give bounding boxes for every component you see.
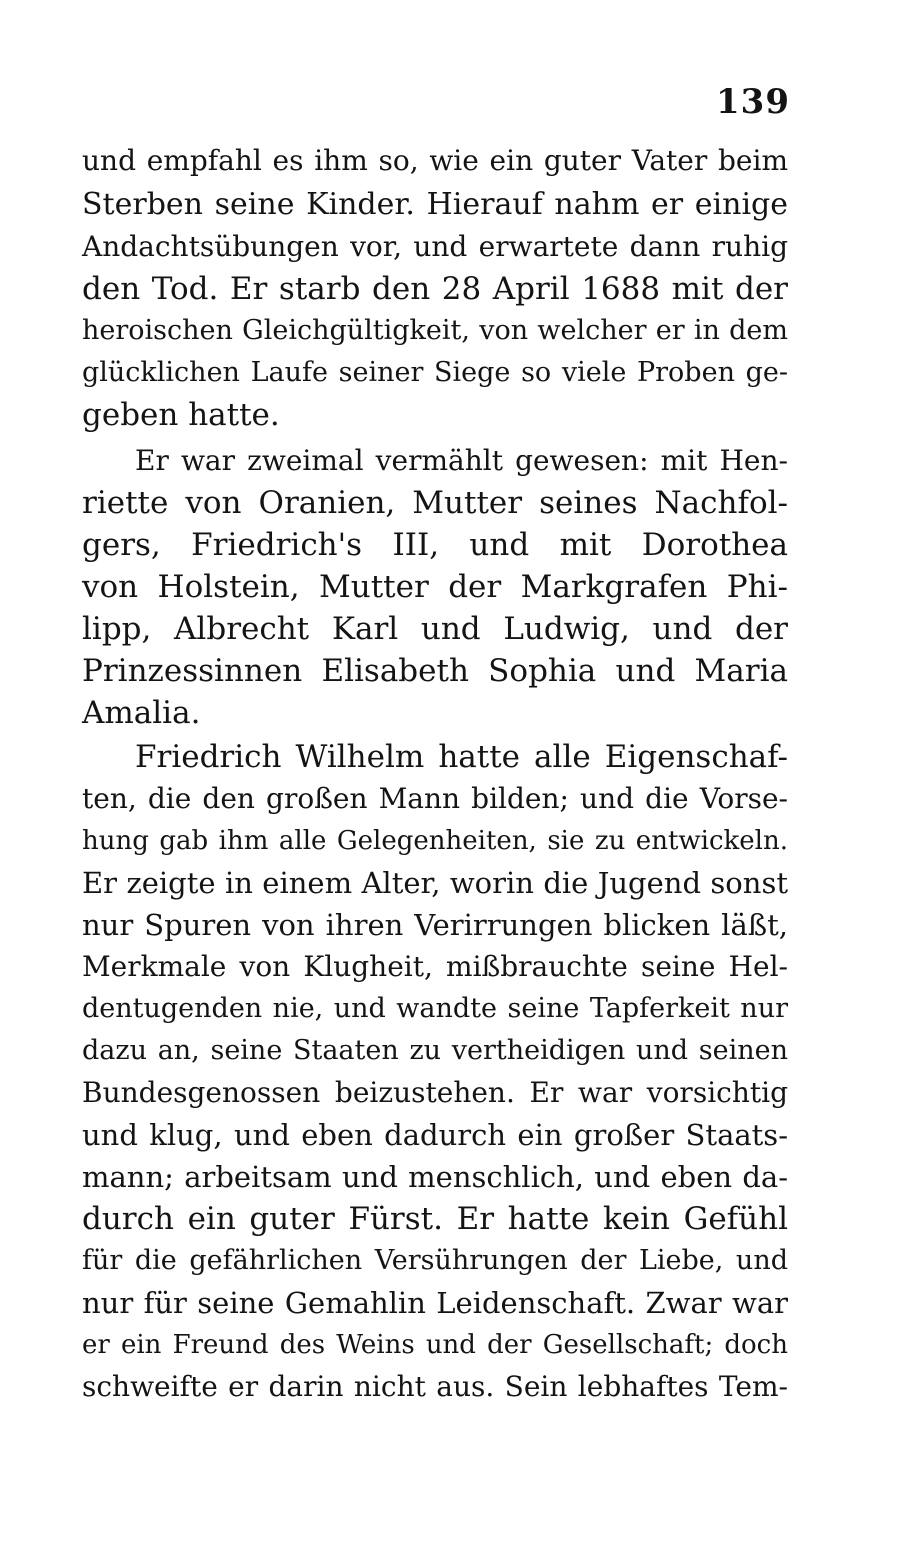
text-line-3: Andachtsübungen vor, und erwartete dann ruhig [82,230,788,263]
text-line-16: ten, die den großen Mann bilden; und die Vorse- [82,782,788,815]
text-line-10: gers, Friedrich's III, und mit Dorothea [82,527,788,563]
text-line-29: er ein Freund des Weins und der Gesellschaft; doch [82,1330,788,1360]
text-line-22: dazu an, seine Staaten zu vertheidigen und seinen [82,1035,788,1066]
text-line-5: heroischen Gleichgültigkeit, von welcher er in dem [82,315,788,346]
text-line-27: für die gefährlichen Versührungen der Liebe, und [82,1245,788,1276]
text-line-21: dentugenden nie, und wandte seine Tapferkeit nur [82,993,788,1024]
text-line-6: glücklichen Laufe seiner Siege so viele Proben ge- [82,357,788,388]
text-line-25: mann; arbeitsam und menschlich, und eben da- [82,1160,788,1194]
text-line-26: durch ein guter Fürst. Er hatte kein Gefühl [82,1201,788,1237]
text-line-23: Bundesgenossen beizustehen. Er war vorsichtig [82,1076,788,1109]
text-line-28: nur für seine Gemahlin Leidenschaft. Zwar war [82,1286,788,1320]
text-line-2: Sterben seine Kinder. Hierauf nahm er einige [82,187,788,222]
text-line-14: Amalia. [82,695,201,731]
text-line-30: schweifte er darin nicht aus. Sein lebhaftes Tem- [82,1370,788,1403]
text-line-15: Friedrich Wilhelm hatte alle Eigenschaf- [135,739,788,775]
text-line-20: Merkmale von Klugheit, mißbrauchte seine Hel- [82,950,788,983]
text-line-17: hung gab ihm alle Gelegenheiten, sie zu entwickeln. [82,826,788,856]
page-number: 139 [716,82,790,122]
text-line-24: und klug, und eben dadurch ein großer Staats- [82,1118,788,1152]
text-line-13: Prinzessinnen Elisabeth Sophia und Maria [82,653,788,689]
text-line-9: riette von Oranien, Mutter seines Nachfol- [82,485,788,521]
text-line-19: nur Spuren von ihren Verirrungen blicken läßt, [82,908,788,942]
text-line-11: von Holstein, Mutter der Markgrafen Phi- [82,569,788,605]
text-line-12: lipp, Albrecht Karl und Ludwig, und der [82,611,788,647]
text-line-7: geben hatte. [82,397,280,433]
text-line-1: und empfahl es ihm so, wie ein guter Vater beim [82,144,788,177]
text-line-8: Er war zweimal vermählt gewesen: mit Hen- [135,444,788,477]
text-line-18: Er zeigte in einem Alter, worin die Jugend sonst [82,866,788,900]
text-line-4: den Tod. Er starb den 28 April 1688 mit der [82,271,788,307]
